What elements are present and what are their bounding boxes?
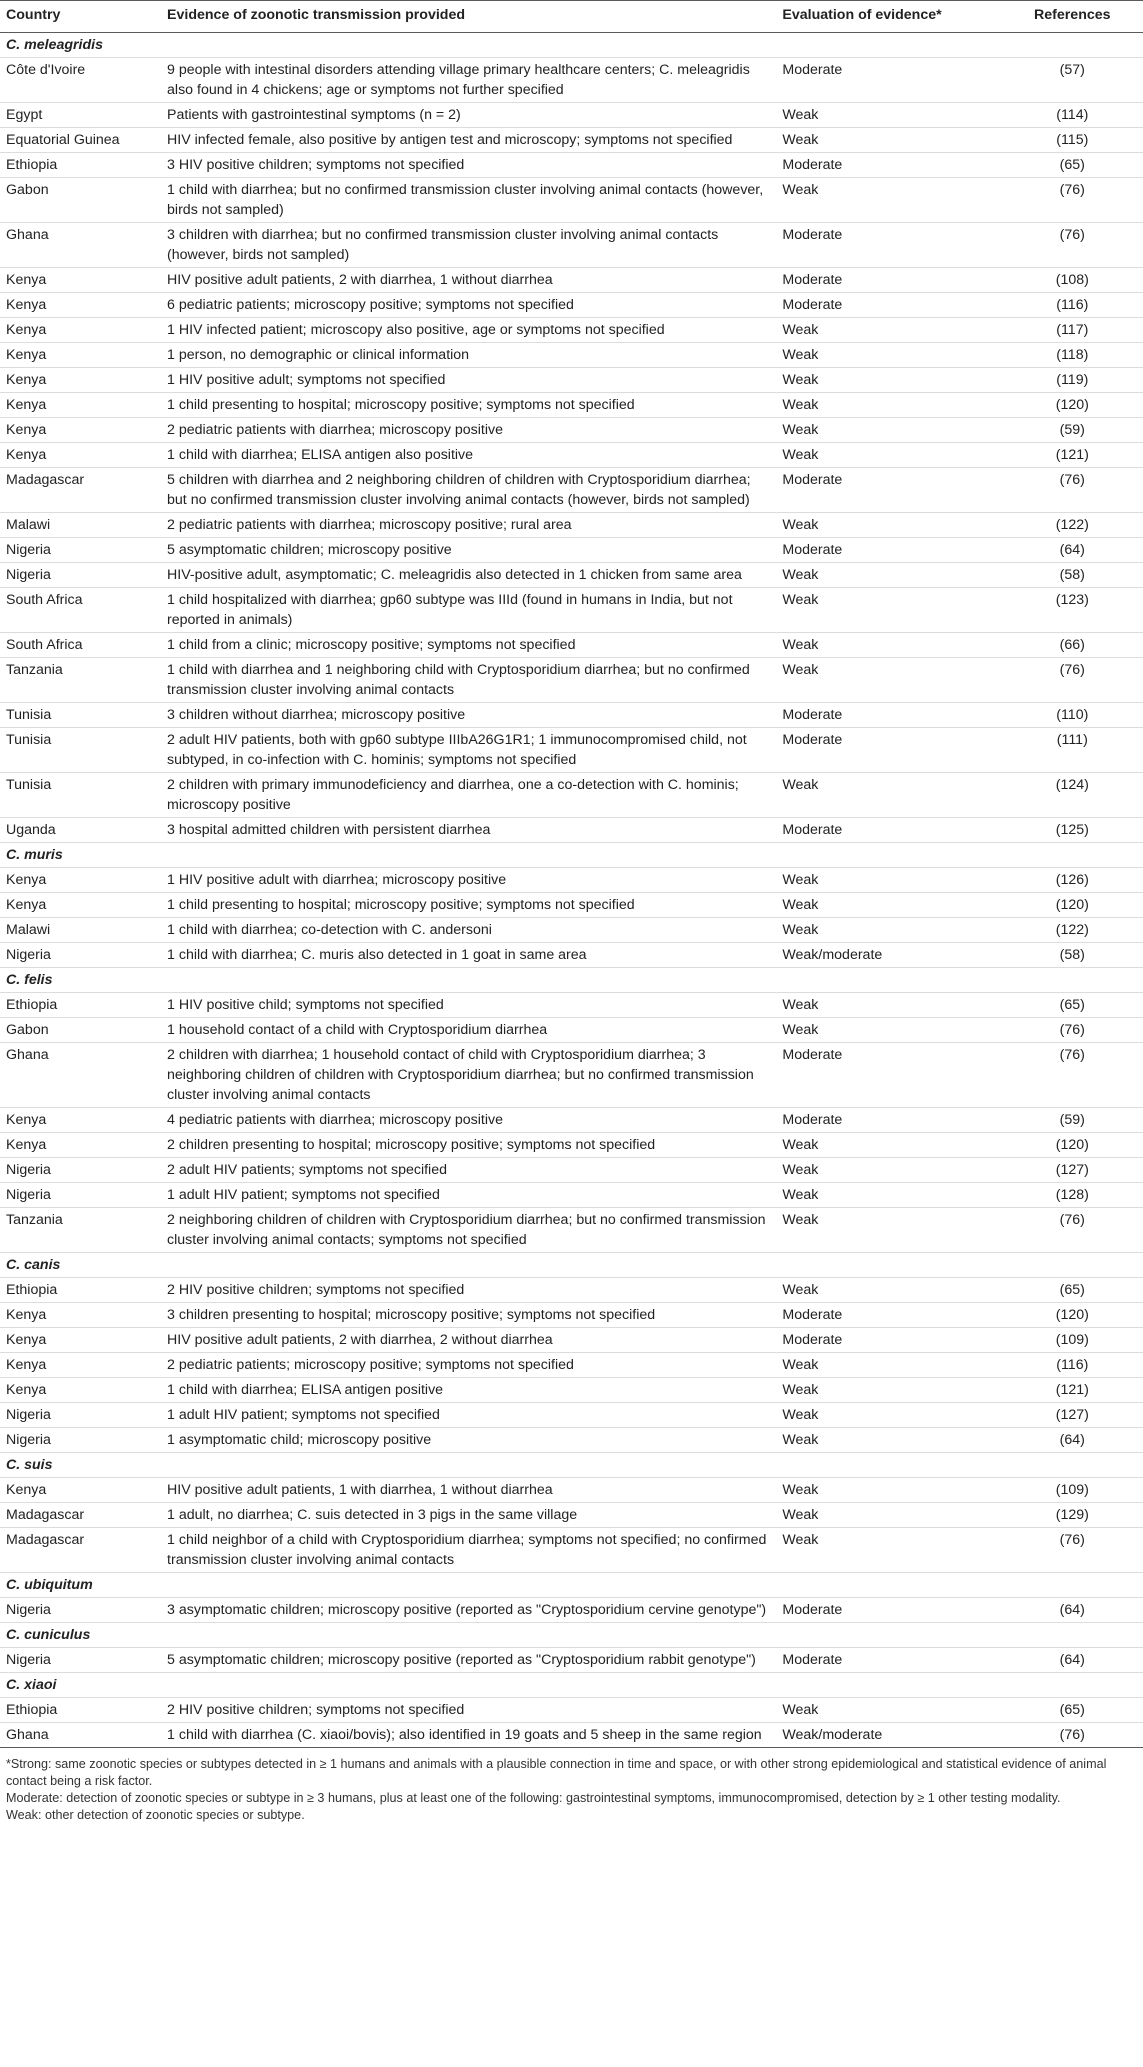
cell-evaluation: Moderate — [776, 58, 1001, 103]
cell-evidence: HIV positive adult patients, 1 with diarrhea, 1 without diarrhea — [161, 1478, 776, 1503]
cell-evaluation: Weak — [776, 1378, 1001, 1403]
cell-country: Gabon — [0, 1018, 161, 1043]
table-row — [0, 1108, 1143, 1133]
cell-evaluation: Weak — [776, 588, 1001, 633]
species-group-row — [0, 968, 1143, 993]
cell-evidence: HIV-positive adult, asymptomatic; C. meleagridis also detected in 1 chicken from same area — [161, 563, 776, 588]
table-row — [0, 1648, 1143, 1673]
species-group-row — [0, 1253, 1143, 1278]
cell-evaluation: Weak — [776, 368, 1001, 393]
cell-evaluation: Weak — [776, 1528, 1001, 1573]
cell-evidence: 1 HIV positive child; symptoms not specified — [161, 993, 776, 1018]
cell-evidence: 2 HIV positive children; symptoms not specified — [161, 1278, 776, 1303]
cell-evaluation: Moderate — [776, 538, 1001, 563]
cell-country: Tanzania — [0, 1208, 161, 1253]
cell-country: Nigeria — [0, 1403, 161, 1428]
cell-country: Kenya — [0, 1133, 161, 1158]
cell-country: South Africa — [0, 588, 161, 633]
cell-evidence: 2 neighboring children of children with Cryptosporidium diarrhea; but no confirmed transmission cluster involving animal contacts; symptoms not specified — [161, 1208, 776, 1253]
cell-evaluation: Weak — [776, 1353, 1001, 1378]
table-row — [0, 1018, 1143, 1043]
cell-country: Kenya — [0, 318, 161, 343]
cell-reference: (121) — [1002, 1378, 1143, 1403]
cell-reference: (127) — [1002, 1403, 1143, 1428]
cell-reference: (115) — [1002, 128, 1143, 153]
cell-country: Kenya — [0, 443, 161, 468]
table-row — [0, 1598, 1143, 1623]
cell-evidence: 3 children with diarrhea; but no confirmed transmission cluster involving animal contacts (however, birds not sampled) — [161, 223, 776, 268]
cell-evaluation: Weak — [776, 563, 1001, 588]
species-group-row — [0, 1453, 1143, 1478]
table-row — [0, 943, 1143, 968]
table-row — [0, 588, 1143, 633]
cell-reference: (65) — [1002, 993, 1143, 1018]
cell-country: Ethiopia — [0, 153, 161, 178]
cell-reference: (127) — [1002, 1158, 1143, 1183]
cell-reference: (129) — [1002, 1503, 1143, 1528]
cell-country: Kenya — [0, 1108, 161, 1133]
species-name: C. ubiquitum — [0, 1573, 1143, 1598]
cell-evaluation: Moderate — [776, 728, 1001, 773]
cell-evidence: HIV infected female, also positive by antigen test and microscopy; symptoms not specified — [161, 128, 776, 153]
cell-country: Côte d'Ivoire — [0, 58, 161, 103]
cell-country: Nigeria — [0, 1598, 161, 1623]
cell-evaluation: Moderate — [776, 1043, 1001, 1108]
table-row — [0, 1043, 1143, 1108]
species-group-row — [0, 33, 1143, 58]
cell-evidence: 1 HIV infected patient; microscopy also positive, age or symptoms not specified — [161, 318, 776, 343]
cell-reference: (120) — [1002, 893, 1143, 918]
cell-evidence: 5 asymptomatic children; microscopy positive (reported as "Cryptosporidium rabbit genotype") — [161, 1648, 776, 1673]
table-row — [0, 1478, 1143, 1503]
cell-evidence: 3 children presenting to hospital; microscopy positive; symptoms not specified — [161, 1303, 776, 1328]
cell-reference: (126) — [1002, 868, 1143, 893]
cell-country: Kenya — [0, 418, 161, 443]
cell-reference: (76) — [1002, 468, 1143, 513]
cell-evaluation: Moderate — [776, 1108, 1001, 1133]
cell-country: Nigeria — [0, 1183, 161, 1208]
cell-evidence: 1 child with diarrhea (C. xiaoi/bovis); also identified in 19 goats and 5 sheep in the same region — [161, 1723, 776, 1748]
cell-reference: (119) — [1002, 368, 1143, 393]
cell-evaluation: Weak — [776, 868, 1001, 893]
cell-country: Kenya — [0, 368, 161, 393]
cell-evidence: 1 child with diarrhea; ELISA antigen also positive — [161, 443, 776, 468]
species-name: C. meleagridis — [0, 33, 1143, 58]
species-name: C. muris — [0, 843, 1143, 868]
cell-evaluation: Weak — [776, 128, 1001, 153]
cell-country: Kenya — [0, 343, 161, 368]
cell-country: Kenya — [0, 1353, 161, 1378]
cell-evidence: 1 adult HIV patient; symptoms not specified — [161, 1183, 776, 1208]
species-group-row — [0, 1673, 1143, 1698]
cell-reference: (57) — [1002, 58, 1143, 103]
cell-evidence: 2 pediatric patients with diarrhea; microscopy positive; rural area — [161, 513, 776, 538]
cell-evaluation: Moderate — [776, 468, 1001, 513]
table-row — [0, 153, 1143, 178]
species-name: C. xiaoi — [0, 1673, 1143, 1698]
table-row — [0, 1303, 1143, 1328]
species-group-row — [0, 1623, 1143, 1648]
table-row — [0, 128, 1143, 153]
cell-reference: (66) — [1002, 633, 1143, 658]
cell-evaluation: Moderate — [776, 1598, 1001, 1623]
cell-evaluation: Weak — [776, 343, 1001, 368]
table-row — [0, 1428, 1143, 1453]
cell-country: Nigeria — [0, 1428, 161, 1453]
table-row — [0, 293, 1143, 318]
cell-reference: (64) — [1002, 1428, 1143, 1453]
cell-evaluation: Weak — [776, 1183, 1001, 1208]
table-row — [0, 103, 1143, 128]
cell-country: Ghana — [0, 1043, 161, 1108]
cell-evidence: 2 children presenting to hospital; microscopy positive; symptoms not specified — [161, 1133, 776, 1158]
cell-evaluation: Weak — [776, 1698, 1001, 1723]
cell-reference: (116) — [1002, 1353, 1143, 1378]
cell-reference: (76) — [1002, 223, 1143, 268]
cell-reference: (65) — [1002, 153, 1143, 178]
table-row — [0, 318, 1143, 343]
cell-reference: (76) — [1002, 178, 1143, 223]
cell-country: Nigeria — [0, 1648, 161, 1673]
table-row — [0, 1278, 1143, 1303]
cell-evaluation: Weak — [776, 103, 1001, 128]
table-row — [0, 513, 1143, 538]
table-row — [0, 773, 1143, 818]
cell-country: Kenya — [0, 868, 161, 893]
cell-reference: (121) — [1002, 443, 1143, 468]
cell-country: Nigeria — [0, 563, 161, 588]
cell-reference: (58) — [1002, 563, 1143, 588]
cell-country: Nigeria — [0, 1158, 161, 1183]
cell-evidence: 2 pediatric patients with diarrhea; microscopy positive — [161, 418, 776, 443]
table-row — [0, 1208, 1143, 1253]
cell-evaluation: Moderate — [776, 153, 1001, 178]
header-country: Country — [0, 1, 161, 33]
cell-evidence: 9 people with intestinal disorders attending village primary healthcare centers; C. meleagridis also found in 4 chickens; age or symptoms not further specified — [161, 58, 776, 103]
header-evaluation: Evaluation of evidence* — [776, 1, 1001, 33]
cell-country: Ethiopia — [0, 1698, 161, 1723]
cell-reference: (114) — [1002, 103, 1143, 128]
cell-reference: (109) — [1002, 1328, 1143, 1353]
table-row — [0, 178, 1143, 223]
species-group-row — [0, 1573, 1143, 1598]
cell-reference: (124) — [1002, 773, 1143, 818]
cell-country: Kenya — [0, 1303, 161, 1328]
cell-country: Kenya — [0, 1478, 161, 1503]
cell-reference: (110) — [1002, 703, 1143, 728]
cell-reference: (116) — [1002, 293, 1143, 318]
cell-evaluation: Weak/moderate — [776, 943, 1001, 968]
cell-evidence: HIV positive adult patients, 2 with diarrhea, 2 without diarrhea — [161, 1328, 776, 1353]
cell-evidence: 5 asymptomatic children; microscopy positive — [161, 538, 776, 563]
table-row — [0, 658, 1143, 703]
cell-evidence: 3 children without diarrhea; microscopy positive — [161, 703, 776, 728]
table-body — [0, 33, 1143, 1748]
cell-reference: (122) — [1002, 918, 1143, 943]
table-row — [0, 703, 1143, 728]
cell-country: Ethiopia — [0, 1278, 161, 1303]
footnote-strong: *Strong: same zoonotic species or subtypes detected in ≥ 1 humans and animals with a plausible connection in time and space, or with other strong epidemiological and statistical evidence of animal contact being a risk factor. — [6, 1757, 1107, 1788]
cell-evidence: 3 hospital admitted children with persistent diarrhea — [161, 818, 776, 843]
cell-evidence: 2 pediatric patients; microscopy positive; symptoms not specified — [161, 1353, 776, 1378]
cell-evidence: 1 child with diarrhea and 1 neighboring child with Cryptosporidium diarrhea; but no confirmed transmission cluster involving animal contacts — [161, 658, 776, 703]
table-row — [0, 268, 1143, 293]
cell-country: Kenya — [0, 293, 161, 318]
header-evidence: Evidence of zoonotic transmission provided — [161, 1, 776, 33]
cell-reference: (64) — [1002, 538, 1143, 563]
species-name: C. canis — [0, 1253, 1143, 1278]
cell-country: Nigeria — [0, 538, 161, 563]
table-row — [0, 633, 1143, 658]
table-row — [0, 58, 1143, 103]
cell-evidence: 1 adult HIV patient; symptoms not specified — [161, 1403, 776, 1428]
table-row — [0, 393, 1143, 418]
table-row — [0, 1378, 1143, 1403]
cell-country: Kenya — [0, 268, 161, 293]
table-footnotes — [6, 1756, 1134, 1824]
cell-reference: (109) — [1002, 1478, 1143, 1503]
cell-evaluation: Weak — [776, 1403, 1001, 1428]
cell-country: Tanzania — [0, 658, 161, 703]
cell-reference: (125) — [1002, 818, 1143, 843]
cell-evaluation: Weak — [776, 918, 1001, 943]
species-name: C. suis — [0, 1453, 1143, 1478]
cell-evidence: 1 child presenting to hospital; microscopy positive; symptoms not specified — [161, 893, 776, 918]
cell-evaluation: Weak — [776, 1208, 1001, 1253]
cell-evaluation: Weak — [776, 1478, 1001, 1503]
footnote-moderate: Moderate: detection of zoonotic species or subtype in ≥ 3 humans, plus at least one of the following: gastrointestinal symptoms, immunocompromised, detection by ≥ 1 other testing modality. — [6, 1791, 1061, 1805]
species-name: C. cuniculus — [0, 1623, 1143, 1648]
cell-evaluation: Moderate — [776, 268, 1001, 293]
cell-evaluation: Moderate — [776, 293, 1001, 318]
cell-country: Nigeria — [0, 943, 161, 968]
cell-evaluation: Moderate — [776, 1648, 1001, 1673]
cell-country: Madagascar — [0, 468, 161, 513]
cell-evaluation: Weak — [776, 513, 1001, 538]
cell-evidence: 1 child with diarrhea; but no confirmed transmission cluster involving animal contacts (however, birds not sampled) — [161, 178, 776, 223]
cell-evaluation: Weak — [776, 318, 1001, 343]
cell-evidence: 1 child with diarrhea; ELISA antigen positive — [161, 1378, 776, 1403]
cell-country: Kenya — [0, 1378, 161, 1403]
cell-country: Tunisia — [0, 728, 161, 773]
cell-evaluation: Moderate — [776, 223, 1001, 268]
cell-evidence: 1 child with diarrhea; co-detection with C. andersoni — [161, 918, 776, 943]
cell-evidence: 2 children with primary immunodeficiency and diarrhea, one a co-detection with C. hominis; microscopy positive — [161, 773, 776, 818]
cell-evidence: 4 pediatric patients with diarrhea; microscopy positive — [161, 1108, 776, 1133]
cell-reference: (64) — [1002, 1648, 1143, 1673]
cell-evidence: 1 child neighbor of a child with Cryptosporidium diarrhea; symptoms not specified; no confirmed transmission cluster involving animal contacts — [161, 1528, 776, 1573]
cell-evaluation: Weak — [776, 178, 1001, 223]
cell-evaluation: Weak — [776, 893, 1001, 918]
table-row — [0, 1158, 1143, 1183]
table-row — [0, 1528, 1143, 1573]
cell-evaluation: Weak — [776, 393, 1001, 418]
cell-evaluation: Weak — [776, 1503, 1001, 1528]
cell-reference: (111) — [1002, 728, 1143, 773]
cell-evaluation: Weak — [776, 1428, 1001, 1453]
cell-reference: (65) — [1002, 1278, 1143, 1303]
table-row — [0, 1698, 1143, 1723]
cell-evidence: 1 household contact of a child with Cryptosporidium diarrhea — [161, 1018, 776, 1043]
cell-evidence: 1 child presenting to hospital; microscopy positive; symptoms not specified — [161, 393, 776, 418]
cell-evaluation: Weak — [776, 443, 1001, 468]
cell-country: Malawi — [0, 918, 161, 943]
cell-evidence: 3 HIV positive children; symptoms not specified — [161, 153, 776, 178]
cell-reference: (59) — [1002, 1108, 1143, 1133]
cell-evaluation: Weak — [776, 633, 1001, 658]
cell-reference: (123) — [1002, 588, 1143, 633]
cell-country: Malawi — [0, 513, 161, 538]
header-row — [0, 1, 1143, 33]
cell-country: Tunisia — [0, 773, 161, 818]
cell-evidence: 1 child hospitalized with diarrhea; gp60 subtype was IIId (found in humans in India, but not reported in animals) — [161, 588, 776, 633]
cell-country: Ghana — [0, 1723, 161, 1748]
cell-reference: (59) — [1002, 418, 1143, 443]
cell-country: Uganda — [0, 818, 161, 843]
cell-evidence: 1 asymptomatic child; microscopy positive — [161, 1428, 776, 1453]
table-row — [0, 343, 1143, 368]
cell-reference: (120) — [1002, 393, 1143, 418]
species-group-row — [0, 843, 1143, 868]
header-references: References — [1002, 1, 1143, 33]
cell-reference: (122) — [1002, 513, 1143, 538]
table-row — [0, 918, 1143, 943]
cell-reference: (76) — [1002, 1208, 1143, 1253]
species-name: C. felis — [0, 968, 1143, 993]
cell-evaluation: Moderate — [776, 1328, 1001, 1353]
cell-country: Tunisia — [0, 703, 161, 728]
cell-reference: (76) — [1002, 1528, 1143, 1573]
table-row — [0, 893, 1143, 918]
cell-country: Ghana — [0, 223, 161, 268]
cell-evidence: HIV positive adult patients, 2 with diarrhea, 1 without diarrhea — [161, 268, 776, 293]
cell-reference: (64) — [1002, 1598, 1143, 1623]
footnote-weak: Weak: other detection of zoonotic species or subtype. — [6, 1808, 305, 1822]
cell-country: Kenya — [0, 393, 161, 418]
table-row — [0, 818, 1143, 843]
table-row — [0, 443, 1143, 468]
cell-evidence: 1 person, no demographic or clinical information — [161, 343, 776, 368]
cell-evidence: 5 children with diarrhea and 2 neighboring children of children with Cryptosporidium diarrhea; but no confirmed transmission cluster involving animal contacts (however, birds not sampled) — [161, 468, 776, 513]
cell-evidence: 1 HIV positive adult; symptoms not specified — [161, 368, 776, 393]
cell-country: Equatorial Guinea — [0, 128, 161, 153]
table-row — [0, 728, 1143, 773]
table-row — [0, 468, 1143, 513]
cell-reference: (76) — [1002, 1018, 1143, 1043]
cell-reference: (76) — [1002, 1043, 1143, 1108]
table-row — [0, 223, 1143, 268]
cell-country: Kenya — [0, 893, 161, 918]
table-row — [0, 563, 1143, 588]
cell-evaluation: Weak — [776, 1158, 1001, 1183]
cell-country: South Africa — [0, 633, 161, 658]
table-row — [0, 993, 1143, 1018]
table-row — [0, 1133, 1143, 1158]
cell-reference: (118) — [1002, 343, 1143, 368]
table-row — [0, 1503, 1143, 1528]
cell-reference: (128) — [1002, 1183, 1143, 1208]
cell-evaluation: Weak — [776, 418, 1001, 443]
table-row — [0, 418, 1143, 443]
cell-reference: (120) — [1002, 1133, 1143, 1158]
cell-evidence: 2 adult HIV patients, both with gp60 subtype IIIbA26G1R1; 1 immunocompromised child, not subtyped, in co-infection with C. hominis; symptoms not specified — [161, 728, 776, 773]
cell-evaluation: Moderate — [776, 703, 1001, 728]
cell-evaluation: Weak/moderate — [776, 1723, 1001, 1748]
cell-reference: (117) — [1002, 318, 1143, 343]
table-row — [0, 1328, 1143, 1353]
cell-evidence: 1 HIV positive adult with diarrhea; microscopy positive — [161, 868, 776, 893]
table-row — [0, 1723, 1143, 1748]
cell-reference: (120) — [1002, 1303, 1143, 1328]
cell-evidence: 6 pediatric patients; microscopy positive; symptoms not specified — [161, 293, 776, 318]
cell-evaluation: Weak — [776, 1278, 1001, 1303]
table-row — [0, 868, 1143, 893]
cell-country: Kenya — [0, 1328, 161, 1353]
cell-evaluation: Weak — [776, 1133, 1001, 1158]
cell-evidence: 3 asymptomatic children; microscopy positive (reported as "Cryptosporidium cervine genotype") — [161, 1598, 776, 1623]
cell-reference: (65) — [1002, 1698, 1143, 1723]
cell-country: Madagascar — [0, 1528, 161, 1573]
cell-evidence: Patients with gastrointestinal symptoms (n = 2) — [161, 103, 776, 128]
cell-reference: (76) — [1002, 1723, 1143, 1748]
cell-evidence: 2 children with diarrhea; 1 household contact of child with Cryptosporidium diarrhea; 3 neighboring children of children with Cryptosporidium diarrhea; but no confirmed transmission cluster involving animal contacts — [161, 1043, 776, 1108]
cell-evidence: 1 child from a clinic; microscopy positive; symptoms not specified — [161, 633, 776, 658]
cell-evidence: 1 adult, no diarrhea; C. suis detected in 3 pigs in the same village — [161, 1503, 776, 1528]
cell-evidence: 2 adult HIV patients; symptoms not specified — [161, 1158, 776, 1183]
table-row — [0, 1403, 1143, 1428]
cell-evaluation: Weak — [776, 993, 1001, 1018]
cell-evaluation: Moderate — [776, 1303, 1001, 1328]
cell-country: Egypt — [0, 103, 161, 128]
cell-evaluation: Weak — [776, 658, 1001, 703]
cell-reference: (58) — [1002, 943, 1143, 968]
cell-evaluation: Weak — [776, 773, 1001, 818]
cell-country: Ethiopia — [0, 993, 161, 1018]
cell-evidence: 1 child with diarrhea; C. muris also detected in 1 goat in same area — [161, 943, 776, 968]
cell-reference: (76) — [1002, 658, 1143, 703]
table-row — [0, 1353, 1143, 1378]
table-row — [0, 1183, 1143, 1208]
cell-evaluation: Weak — [776, 1018, 1001, 1043]
cell-country: Madagascar — [0, 1503, 161, 1528]
cell-reference: (108) — [1002, 268, 1143, 293]
cell-evaluation: Moderate — [776, 818, 1001, 843]
table-row — [0, 538, 1143, 563]
cell-evidence: 2 HIV positive children; symptoms not specified — [161, 1698, 776, 1723]
cell-country: Gabon — [0, 178, 161, 223]
table-row — [0, 368, 1143, 393]
